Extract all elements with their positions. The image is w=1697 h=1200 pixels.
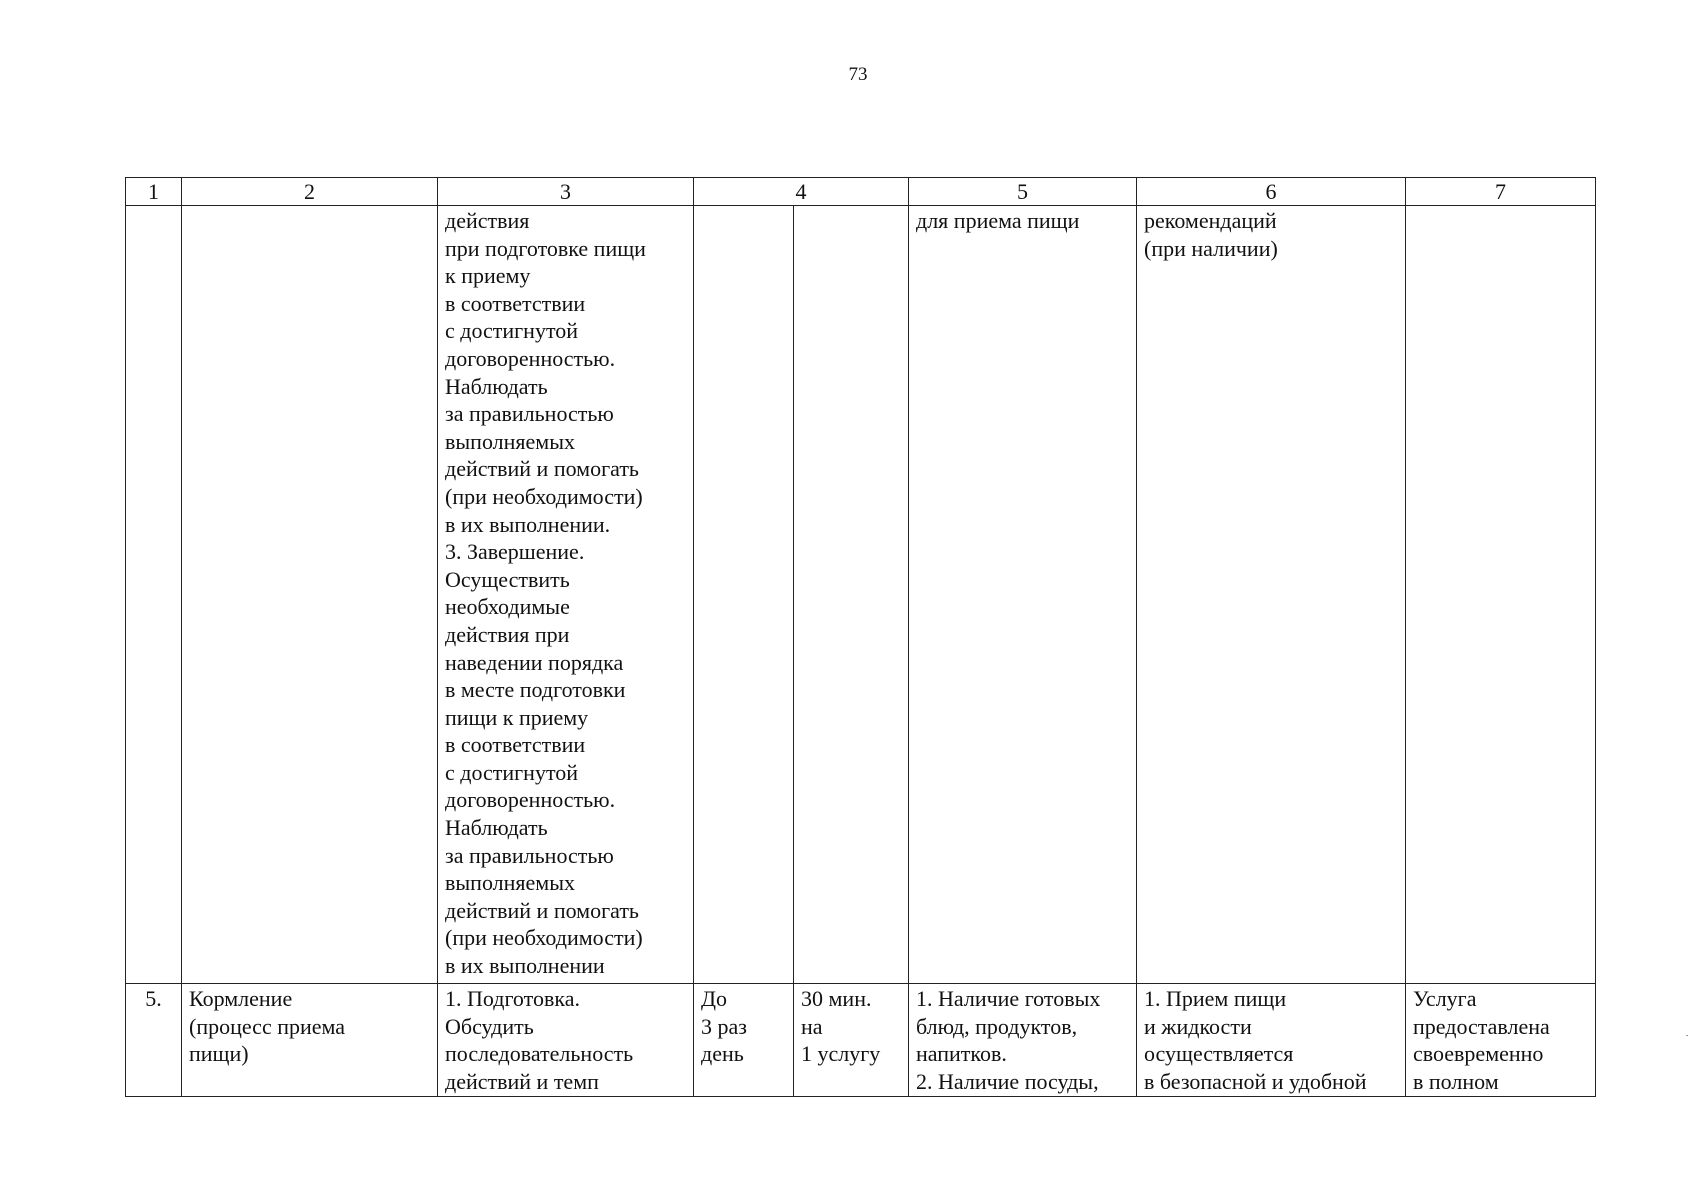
header-cell-4: 4	[694, 178, 909, 206]
table-header-row	[126, 178, 1596, 206]
cell-conditions: для приема пищи	[909, 206, 1137, 984]
cell-duration	[794, 206, 909, 984]
service-table-container	[125, 177, 1595, 1097]
scan-speck	[1686, 1035, 1688, 1036]
table-row-continued	[126, 206, 1596, 984]
header-cell-3: 3	[438, 178, 694, 206]
cell-evaluation	[1406, 206, 1596, 984]
cell-quality-indicators: 1. Прием пищи и жидкости осуществляется в безопасной и удобной	[1137, 984, 1406, 1097]
header-cell-1: 1	[126, 178, 182, 206]
cell-service-content: действия при подготовке пищи к приему в соответствии с достигнутой договоренностью. Наблюдать за правильностью выполняемых действий и помогать (при необходимости) в их выполнении. 3. Завершение. Осуществить необходимые действия при наведении порядка в месте подготовки пищи к приему в соответствии с достигнутой договоренностью. Наблюдать за правильностью выполняемых действий и помогать (при необходимости) в их выполнении	[438, 206, 694, 984]
page-number: 73	[848, 64, 868, 85]
header-cell-7: 7	[1406, 178, 1596, 206]
service-table	[125, 177, 1596, 1097]
cell-service-name: Кормление (процесс приема пищи)	[182, 984, 438, 1097]
cell-frequency	[694, 206, 794, 984]
cell-number	[126, 206, 182, 984]
table-row-5	[126, 984, 1596, 1097]
cell-quality-indicators: рекомендаций (при наличии)	[1137, 206, 1406, 984]
cell-evaluation: Услуга предоставлена своевременно в полном	[1406, 984, 1596, 1097]
cell-conditions: 1. Наличие готовых блюд, продуктов, напитков. 2. Наличие посуды,	[909, 984, 1137, 1097]
header-cell-2: 2	[182, 178, 438, 206]
cell-service-content: 1. Подготовка. Обсудить последовательность действий и темп	[438, 984, 694, 1097]
header-cell-6: 6	[1137, 178, 1406, 206]
header-cell-5: 5	[909, 178, 1137, 206]
cell-number: 5.	[126, 984, 182, 1097]
cell-duration: 30 мин. на 1 услугу	[794, 984, 909, 1097]
cell-frequency: До 3 раз день	[694, 984, 794, 1097]
cell-service-name	[182, 206, 438, 984]
